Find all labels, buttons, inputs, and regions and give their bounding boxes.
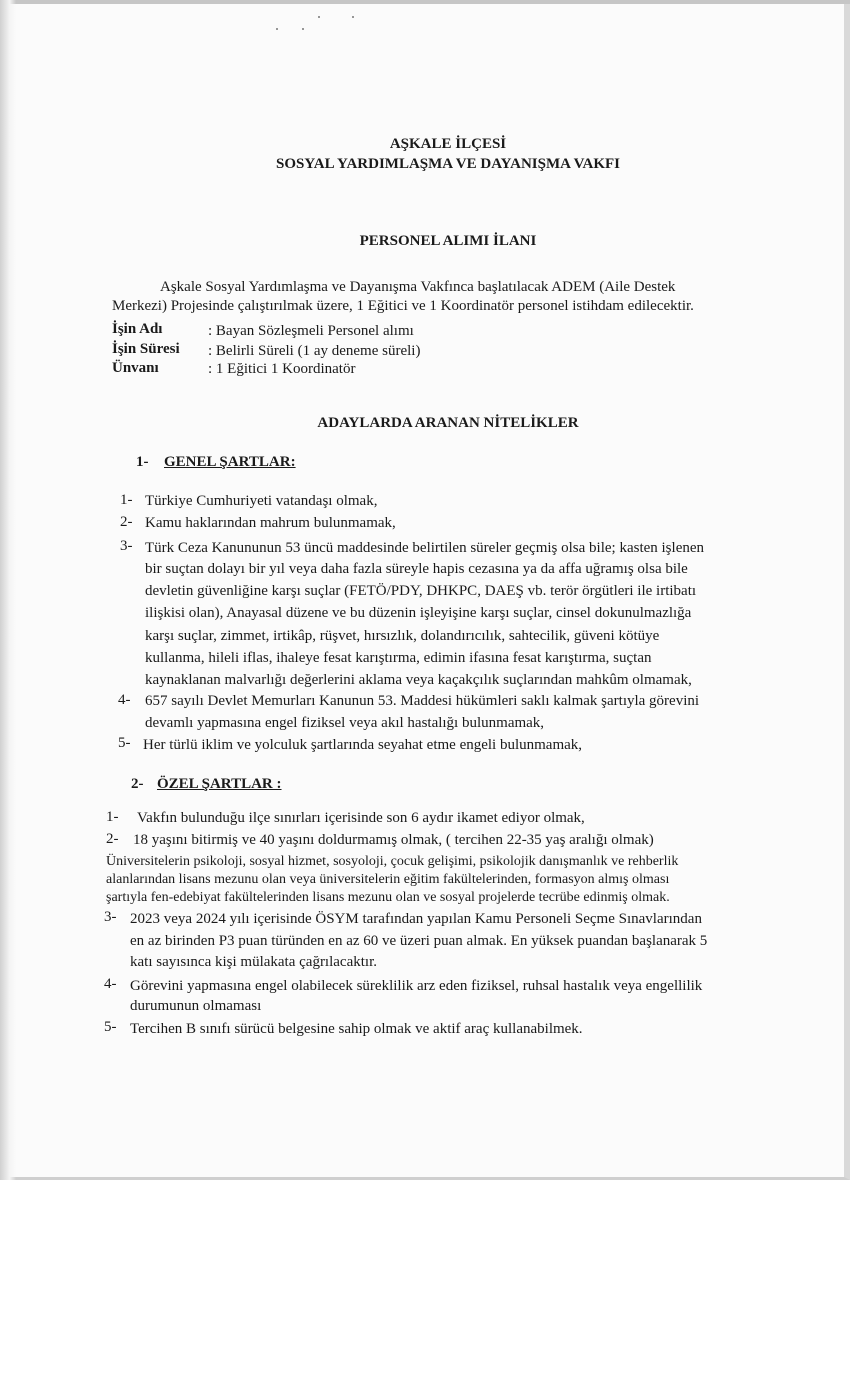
- general-item-line: kullanma, hileli iflas, ihaleye fesat karıştırma, edimin ifasına fesat karıştırma, suçtan: [145, 650, 652, 666]
- qualifications-title: ADAYLARDA ARANAN NİTELİKLER: [317, 415, 579, 431]
- scan-speck: [302, 28, 304, 30]
- special-item-line: 18 yaşını bitirmiş ve 40 yaşını doldurmamış olmak, ( tercihen 22-35 yaş aralığı olmak): [133, 832, 654, 848]
- info-label: İşin Adı: [112, 321, 163, 337]
- header-line-2: SOSYAL YARDIMLAŞMA VE DAYANIŞMA VAKFI: [276, 156, 620, 172]
- general-section-number: 1-: [136, 454, 149, 470]
- special-item-line: Tercihen B sınıfı sürücü belgesine sahip olmak ve aktif araç kullanabilmek.: [130, 1021, 583, 1037]
- scan-speck: [276, 28, 278, 30]
- education-line: şartıyla fen-edebiyat fakültelerinden lisans mezunu olan ve sosyal projelerde tecrübe edinmiş olmak.: [106, 890, 670, 905]
- education-line: alanlarından lisans mezunu olan veya üniversitelerin eğitim fakültelerinden, formasyon almış olması: [106, 872, 670, 887]
- special-item-number: 4-: [104, 976, 117, 992]
- education-line: Üniversitelerin psikoloji, sosyal hizmet, sosyoloji, çocuk gelişimi, psikolojik danışmanlık ve rehberlik: [106, 854, 679, 869]
- general-item-line: Türkiye Cumhuriyeti vatandaşı olmak,: [145, 493, 378, 509]
- general-item-number: 3-: [120, 538, 133, 554]
- special-item-line: katı sayısınca kişi mülakata çağrılacaktır.: [130, 954, 377, 970]
- general-item-line: devamlı yapmasına engel fiziksel veya akıl hastalığı bulunmamak,: [145, 715, 545, 731]
- scan-edge-top: [0, 0, 850, 4]
- info-value: : 1 Eğitici 1 Koordinatör: [208, 361, 356, 377]
- special-item-number: 3-: [104, 909, 117, 925]
- general-item-line: Kamu haklarından mahrum bulunmamak,: [145, 515, 396, 531]
- info-label: Ünvanı: [112, 360, 159, 376]
- general-item-line: 657 sayılı Devlet Memurları Kanunun 53. Maddesi hükümleri saklı kalmak şartıyla görevini: [145, 693, 700, 709]
- general-item-number: 4-: [118, 692, 131, 708]
- intro-line-2: Merkezi) Projesinde çalıştırılmak üzere, 1 Eğitici ve 1 Koordinatör personel istihdam edilecektir.: [112, 298, 694, 314]
- special-section-number: 2-: [131, 776, 144, 792]
- special-item-line: en az birinden P3 puan türünden en az 60 ve üzeri puan almak. En yüksek puandan başlanarak 5: [130, 933, 708, 949]
- info-value: : Belirli Süreli (1 ay deneme süreli): [208, 343, 421, 359]
- announcement-title: PERSONEL ALIMI İLANI: [359, 233, 537, 249]
- special-item-line: durumunun olmaması: [130, 998, 262, 1014]
- general-item-line: kaynaklanan malvarlığı değerlerini aklama veya kaçakçılık suçlarından mahkûm olmamak,: [145, 672, 692, 688]
- scan-speck: [352, 16, 354, 18]
- general-item-number: 1-: [120, 492, 133, 508]
- general-item-number: 5-: [118, 735, 131, 751]
- special-item-number: 1-: [106, 809, 119, 825]
- info-value: : Bayan Sözleşmeli Personel alımı: [208, 323, 414, 339]
- special-item-number: 2-: [106, 831, 119, 847]
- special-item-line: 2023 veya 2024 yılı içerisinde ÖSYM tarafından yapılan Kamu Personeli Seçme Sınavlarından: [130, 911, 702, 927]
- general-item-line: devletin güvenliğine karşı suçlar (FETÖ/PDY, DHKPC, DAEŞ vb. terör örgütleri ile irtibatı: [145, 583, 697, 599]
- info-label: İşin Süresi: [112, 341, 180, 357]
- general-section-title: GENEL ŞARTLAR:: [164, 454, 296, 470]
- intro-line-1: Aşkale Sosyal Yardımlaşma ve Dayanışma Vakfınca başlatılacak ADEM (Aile Destek: [160, 279, 676, 295]
- scan-edge-left: [0, 0, 16, 1180]
- special-item-line: Görevini yapmasına engel olabilecek süreklilik arz eden fiziksel, ruhsal hastalık veya engellilik: [130, 978, 703, 994]
- scan-speck: [318, 16, 320, 18]
- general-item-line: Her türlü iklim ve yolculuk şartlarında seyahat etme engeli bulunmamak,: [143, 737, 583, 753]
- general-item-line: ilişkisi olan), Anayasal düzene ve bu düzenin işleyişine karşı suçlar, cinsel dokunulmazlığa: [145, 605, 692, 621]
- special-item-line: Vakfın bulunduğu ilçe sınırları içerisinde son 6 aydır ikamet ediyor olmak,: [137, 810, 585, 826]
- general-item-line: karşı suçlar, zimmet, irtikâp, rüşvet, hırsızlık, dolandırıcılık, sahtecilik, güveni kötüye: [145, 628, 660, 644]
- special-item-number: 5-: [104, 1019, 117, 1035]
- general-item-line: Türk Ceza Kanununun 53 üncü maddesinde belirtilen süreler geçmiş olsa bile; kasten işlenen: [145, 540, 705, 556]
- general-item-line: bir suçtan dolayı bir yıl veya daha fazla süreyle hapis cezasına ya da affa uğramış olsa bile: [145, 561, 688, 577]
- general-item-number: 2-: [120, 514, 133, 530]
- header-line-1: AŞKALE İLÇESİ: [389, 136, 507, 152]
- special-section-title: ÖZEL ŞARTLAR :: [157, 776, 282, 792]
